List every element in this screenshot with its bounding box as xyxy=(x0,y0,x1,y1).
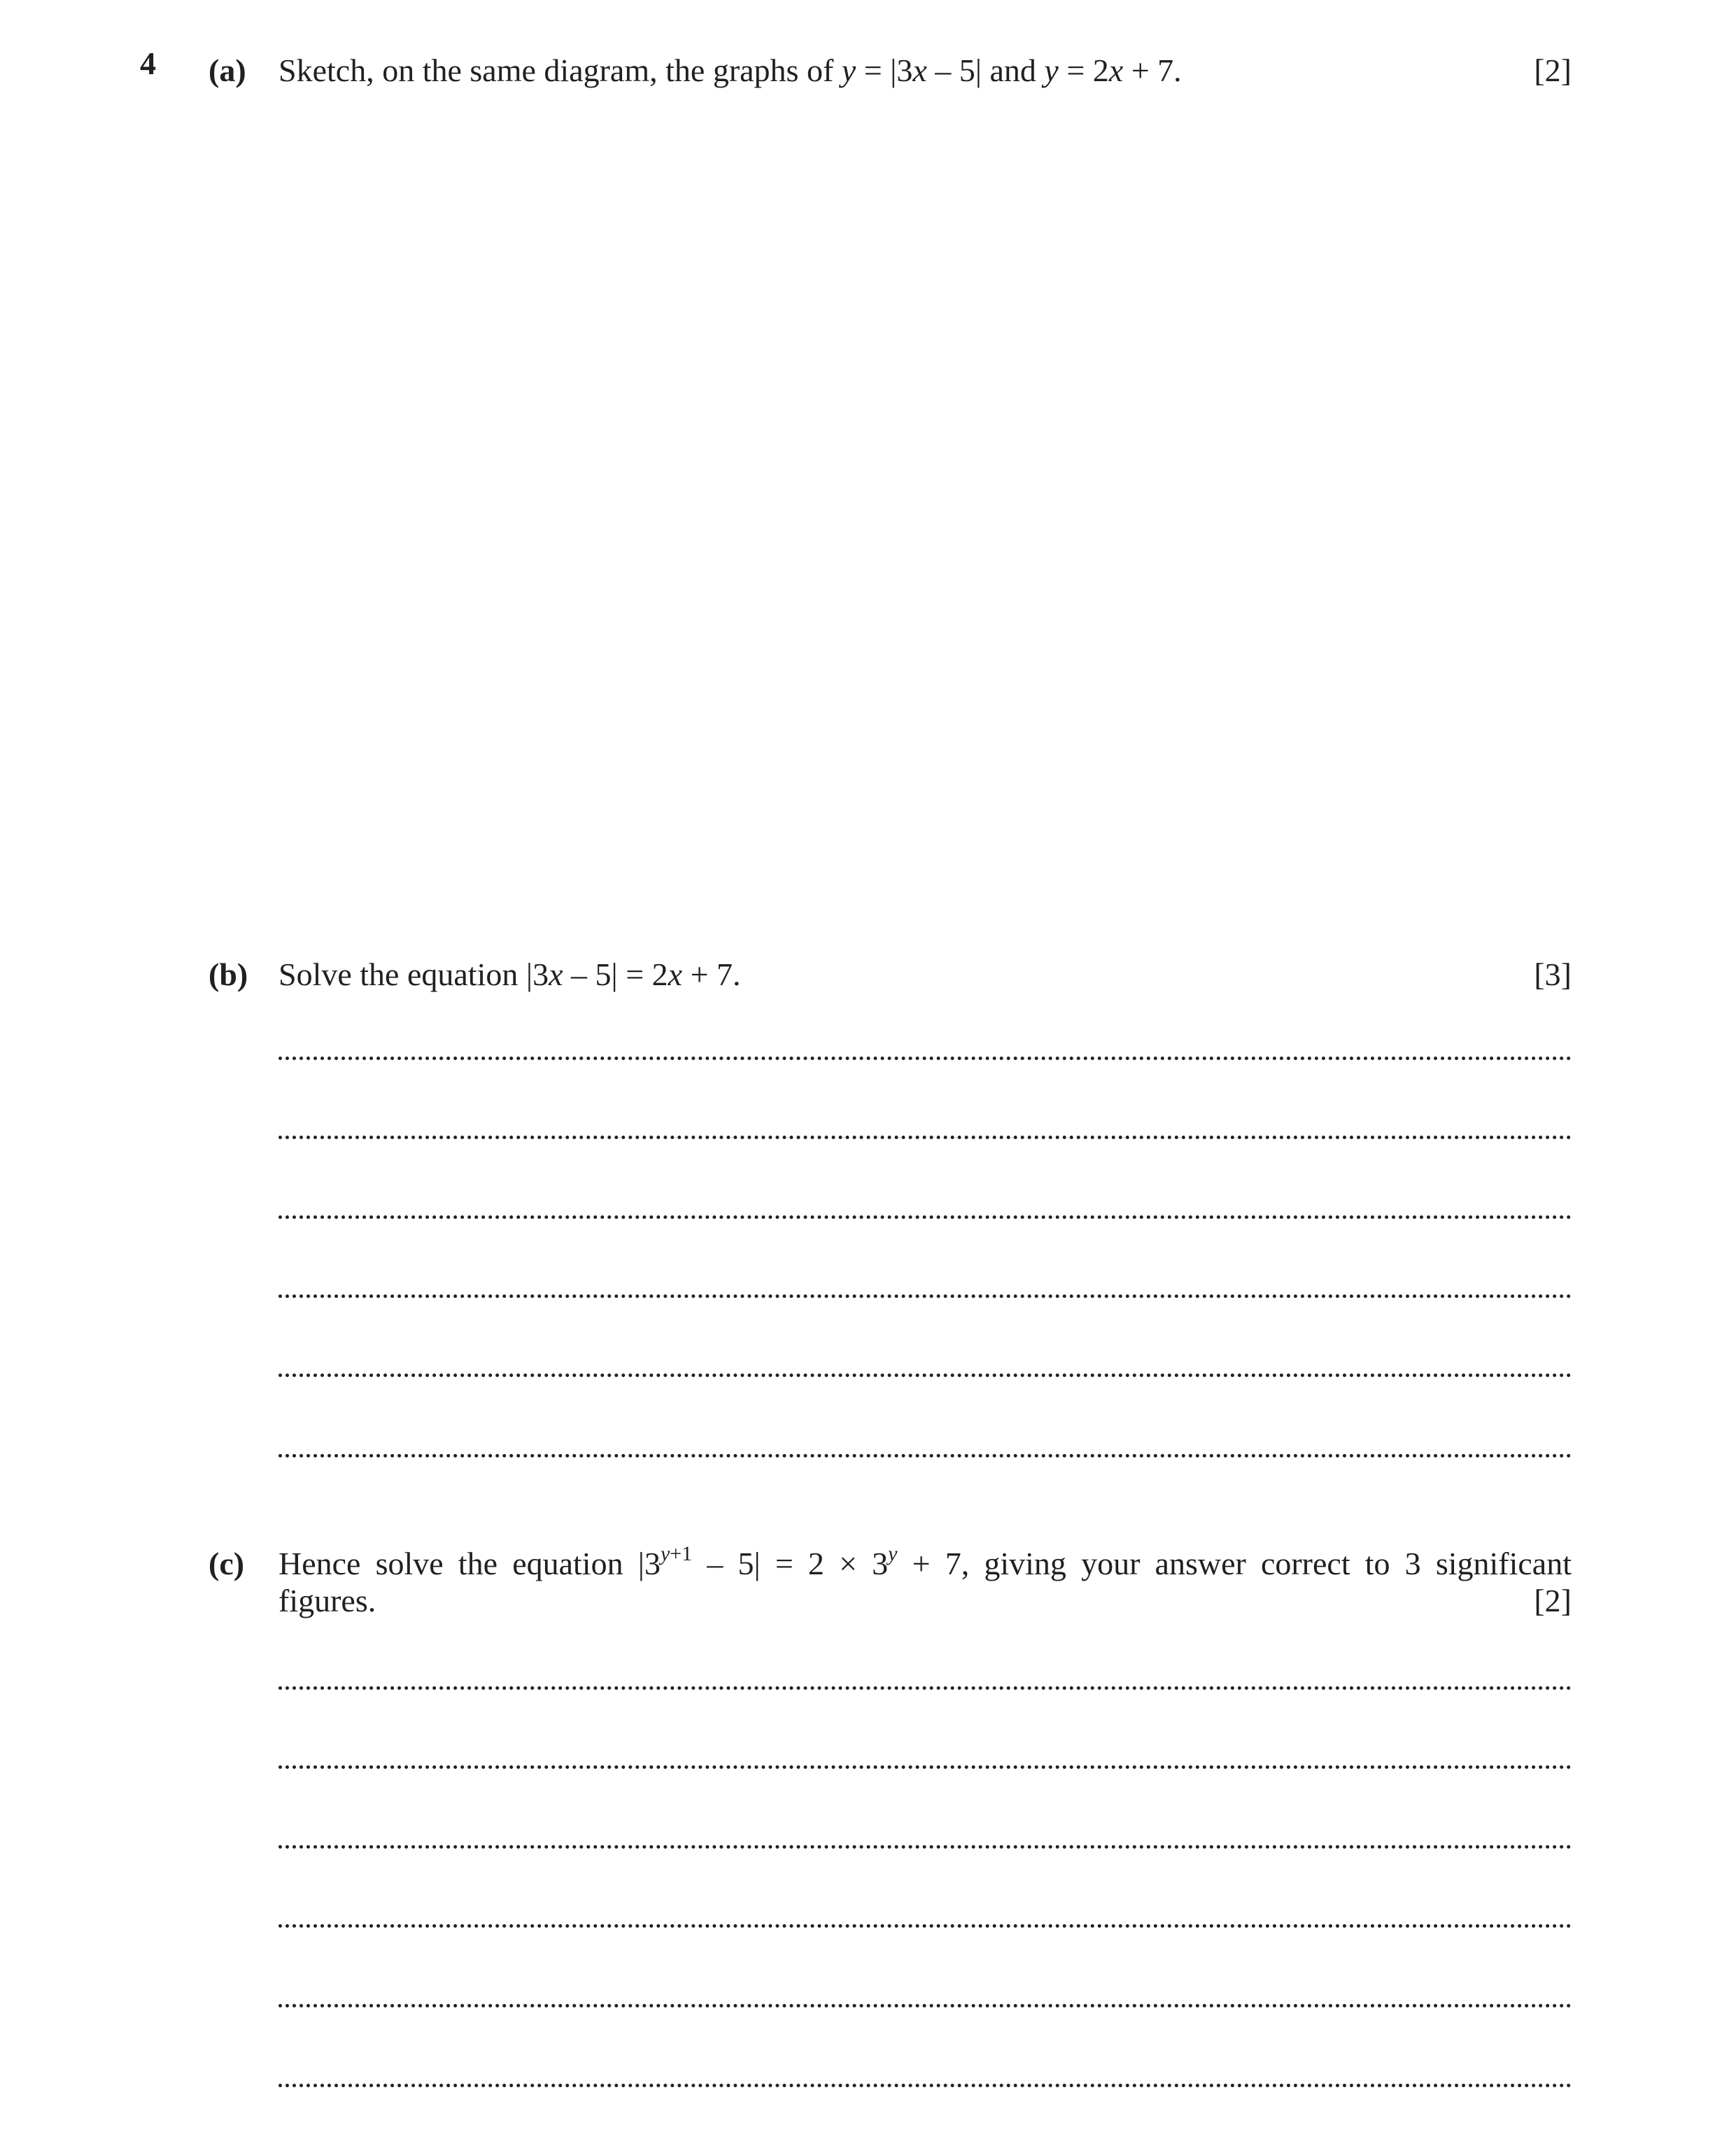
part-c-marks: [2] xyxy=(1534,1583,1572,1618)
part-b-label: (b) xyxy=(209,957,248,992)
part-a-prompt xyxy=(278,52,1572,88)
part-a-equation-2: y = 2x + 7 xyxy=(1044,52,1174,88)
part-c-answer-line[interactable] xyxy=(278,1845,1572,1849)
question-number: 4 xyxy=(140,45,156,81)
part-b-answer-line[interactable] xyxy=(278,1294,1572,1298)
part-a-text-2: and xyxy=(982,52,1045,88)
part-c-exponent-2: y xyxy=(888,1542,898,1565)
part-c-label: (c) xyxy=(209,1546,245,1581)
part-c-answer-line[interactable] xyxy=(278,1686,1572,1690)
part-b-answer-line[interactable] xyxy=(278,1374,1572,1377)
part-a-equation-1: y = |3x – 5| xyxy=(841,52,982,88)
part-b-marks: [3] xyxy=(1534,957,1572,992)
part-c-equation: $|3^{y+1} - 5| = 2 \times 3^y + 7$, xyxy=(637,1542,970,1581)
part-b-answer-line[interactable] xyxy=(278,1215,1572,1219)
part-a-text-3: . xyxy=(1173,52,1182,88)
part-c-prompt-line-2: figures. xyxy=(278,1583,376,1618)
part-b-answer-line[interactable] xyxy=(278,1057,1572,1060)
part-c-answer-line[interactable] xyxy=(278,1765,1572,1769)
part-c-text-1: Hence solve the equation xyxy=(278,1546,638,1581)
part-b-answer-line[interactable] xyxy=(278,1454,1572,1457)
part-b-answer-line[interactable] xyxy=(278,1136,1572,1139)
part-b-text-2: . xyxy=(733,957,741,992)
part-c-answer-line[interactable] xyxy=(278,2004,1572,2007)
part-c-text-2: giving your answer correct to 3 significant xyxy=(969,1546,1572,1581)
sketch-area[interactable] xyxy=(278,105,1572,945)
part-b-prompt xyxy=(278,959,1572,991)
part-c-exponent: y+1 xyxy=(660,1542,693,1565)
part-a-marks: [2] xyxy=(1534,52,1572,88)
part-a-label: (a) xyxy=(209,52,246,88)
part-c-prompt-line-1 xyxy=(278,1542,1572,1581)
part-b-text-1: Solve the equation xyxy=(278,957,526,992)
part-b-equation: |3x – 5| = 2x + 7 xyxy=(525,957,733,992)
part-c-answer-line[interactable] xyxy=(278,2084,1572,2087)
part-c-answer-line[interactable] xyxy=(278,1924,1572,1928)
part-a-text-1: Sketch, on the same diagram, the graphs of xyxy=(278,52,842,88)
